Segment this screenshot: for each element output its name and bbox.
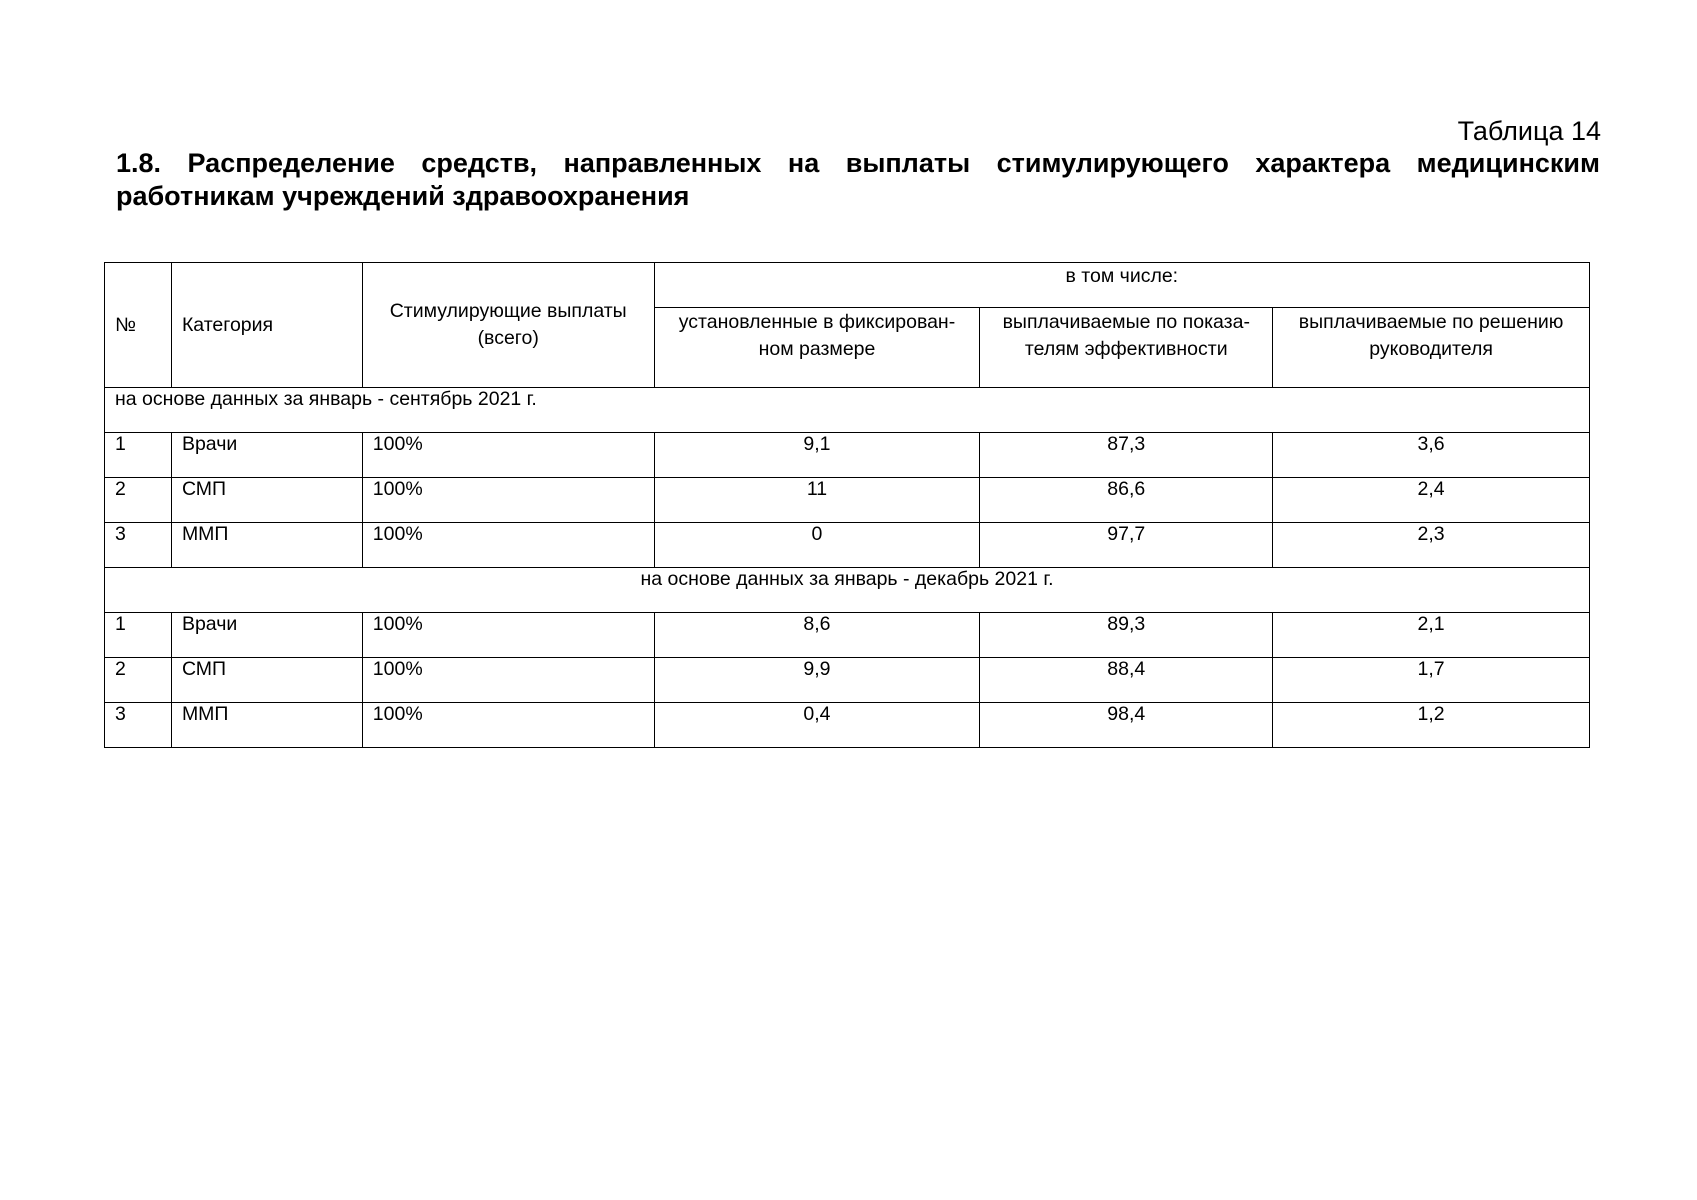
header-category: Категория (171, 263, 362, 388)
row-total: 100% (362, 658, 654, 703)
row-fixed: 9,1 (654, 433, 980, 478)
row-total: 100% (362, 703, 654, 748)
row-fixed: 8,6 (654, 613, 980, 658)
table-row (105, 523, 1590, 568)
row-category: СМП (171, 478, 362, 523)
row-manager: 2,3 (1273, 523, 1590, 568)
table-row (105, 478, 1590, 523)
row-number: 1 (105, 433, 172, 478)
row-total: 100% (362, 478, 654, 523)
row-performance: 87,3 (980, 433, 1273, 478)
row-category: Врачи (171, 613, 362, 658)
row-fixed: 9,9 (654, 658, 980, 703)
row-number: 3 (105, 523, 172, 568)
header-total: Стимулирующие выплаты (всего) (362, 263, 654, 388)
row-manager: 2,1 (1273, 613, 1590, 658)
section-title: на основе данных за январь - сентябрь 2021 г. (105, 388, 1590, 433)
row-performance: 97,7 (980, 523, 1273, 568)
section-title: на основе данных за январь - декабрь 2021 г. (105, 568, 1590, 613)
header-including: в том числе: (654, 263, 1589, 308)
header-number: № (105, 263, 172, 388)
row-performance: 98,4 (980, 703, 1273, 748)
row-total: 100% (362, 613, 654, 658)
row-number: 1 (105, 613, 172, 658)
table-row (105, 658, 1590, 703)
table-row (105, 433, 1590, 478)
row-total: 100% (362, 433, 654, 478)
table-row (105, 703, 1590, 748)
header-fixed: установленные в фиксирован-ном размере (654, 308, 980, 388)
row-performance: 88,4 (980, 658, 1273, 703)
row-number: 2 (105, 658, 172, 703)
row-number: 3 (105, 703, 172, 748)
row-category: ММП (171, 703, 362, 748)
payments-table (104, 262, 1590, 748)
row-fixed: 0,4 (654, 703, 980, 748)
row-manager: 2,4 (1273, 478, 1590, 523)
row-performance: 86,6 (980, 478, 1273, 523)
header-manager: выплачиваемые по решению руководителя (1273, 308, 1590, 388)
row-category: ММП (171, 523, 362, 568)
row-number: 2 (105, 478, 172, 523)
table-row (105, 613, 1590, 658)
table-number-label: Таблица 14 (1457, 116, 1601, 146)
row-fixed: 11 (654, 478, 980, 523)
row-category: Врачи (171, 433, 362, 478)
row-performance: 89,3 (980, 613, 1273, 658)
row-fixed: 0 (654, 523, 980, 568)
row-manager: 1,7 (1273, 658, 1590, 703)
document-heading: 1.8. Распределение средств, направленных на выплаты стимулирующего характера медицинским работникам учреждений здравоохранения (116, 148, 1600, 211)
header-performance: выплачиваемые по показа-телям эффективности (980, 308, 1273, 388)
row-manager: 3,6 (1273, 433, 1590, 478)
row-category: СМП (171, 658, 362, 703)
row-total: 100% (362, 523, 654, 568)
row-manager: 1,2 (1273, 703, 1590, 748)
